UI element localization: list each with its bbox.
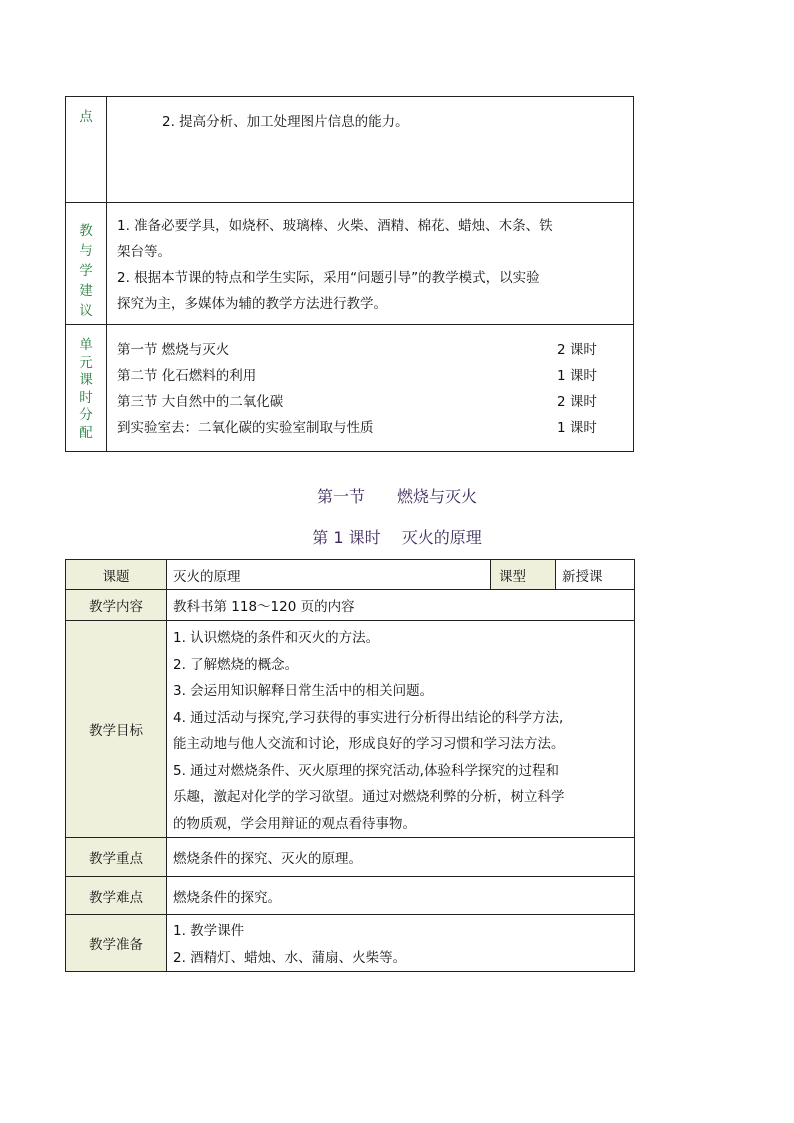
label-char: 分: [79, 407, 93, 423]
key-value: 燃烧条件的探究、灭火的原理。: [167, 838, 635, 877]
label-char: 课: [79, 372, 93, 388]
goal-line: 的物质观，学会用辩证的观点看待事物。: [173, 815, 416, 832]
goals-label: 教学目标: [66, 621, 167, 838]
label-char: 单: [79, 337, 93, 353]
section-hours: 1 课时: [557, 368, 597, 384]
content-value: 教科书第 118～120 页的内容: [167, 590, 635, 621]
goal-line: 乐趣，激起对化学的学习欲望。通过对燃烧利弊的分析，树立科学: [173, 789, 565, 805]
schedule-item: [107, 337, 633, 363]
schedule-item: [107, 415, 633, 441]
label-char: 建: [79, 283, 93, 299]
key-label: 教学重点: [66, 838, 167, 877]
label-char: 时: [79, 389, 93, 406]
topic-value: 灭火的原理: [167, 560, 491, 590]
label-char: 教: [79, 223, 93, 239]
section-hours: 1 课时: [557, 420, 597, 436]
type-label: 课型: [491, 560, 556, 590]
goal-line: 5. 通过对燃烧条件、灭火原理的探究活动,体验科学探究的过程和: [173, 762, 559, 779]
schedule-item: [107, 363, 633, 389]
section-name: 第一节 燃烧与灭火: [117, 342, 230, 358]
row-label-teaching-advice: [66, 203, 107, 325]
advice-line: 1. 准备必要学具，如烧杯、玻璃棒、火柴、酒精、棉花、蜡烛、木条、铁: [117, 218, 553, 234]
prep-line: 2. 酒精灯、蜡烛、水、蒲扇、火柴等。: [173, 949, 407, 966]
goal-line: 2. 了解燃烧的概念。: [173, 656, 299, 673]
row-label-hour-allocation: [66, 325, 107, 452]
content-label: 教学内容: [66, 590, 167, 621]
prep-label: 教学准备: [66, 915, 167, 972]
prep-line: 1. 教学课件: [173, 923, 245, 939]
goal-line: 1. 认识燃烧的条件和灭火的方法。: [173, 630, 380, 646]
section-name: 到实验室去：二氧化碳的实验室制取与性质: [117, 420, 374, 436]
label-char: 与: [79, 243, 93, 259]
type-value: 新授课: [556, 560, 635, 590]
goal-line: 3. 会运用知识解释日常生活中的相关问题。: [173, 683, 434, 699]
lesson-title: 第 1 课时 灭火的原理: [312, 528, 482, 547]
section-hours: 2 课时: [557, 394, 597, 410]
unit-table: [65, 96, 634, 452]
difficulty-label: 教学难点: [66, 877, 167, 915]
label-char: 议: [79, 303, 93, 319]
topic-label: 课题: [66, 560, 167, 590]
advice-line: 探究为主，多媒体为辅的教学方法进行教学。: [117, 296, 387, 312]
schedule-item: [107, 389, 633, 415]
section-name: 第三节 大自然中的二氧化碳: [117, 394, 284, 410]
section-title: 第一节 燃烧与灭火: [316, 487, 477, 506]
lesson-table: [65, 559, 635, 972]
goal-line: 能主动地与他人交流和讨论，形成良好的学习习惯和学习法方法。: [173, 736, 565, 752]
goal-line: 4. 通过活动与探究,学习获得的事实进行分析得出结论的科学方法,: [173, 709, 564, 726]
section-hours: 2 课时: [557, 342, 597, 358]
advice-line: 2. 根据本节课的特点和学生实际，采用“问题引导”的教学模式，以实验: [117, 270, 540, 286]
section-name: 第二节 化石燃料的利用: [117, 368, 257, 384]
label-char: 学: [79, 263, 93, 279]
label-char: 配: [79, 424, 93, 441]
label-char: 元: [79, 354, 93, 371]
key-point-text: 2. 提高分析、加工处理图片信息的能力。: [162, 114, 409, 130]
difficulty-value: 燃烧条件的探究。: [167, 877, 635, 915]
advice-line: 架台等。: [117, 244, 171, 260]
row-label-key-points: 点: [66, 97, 107, 203]
